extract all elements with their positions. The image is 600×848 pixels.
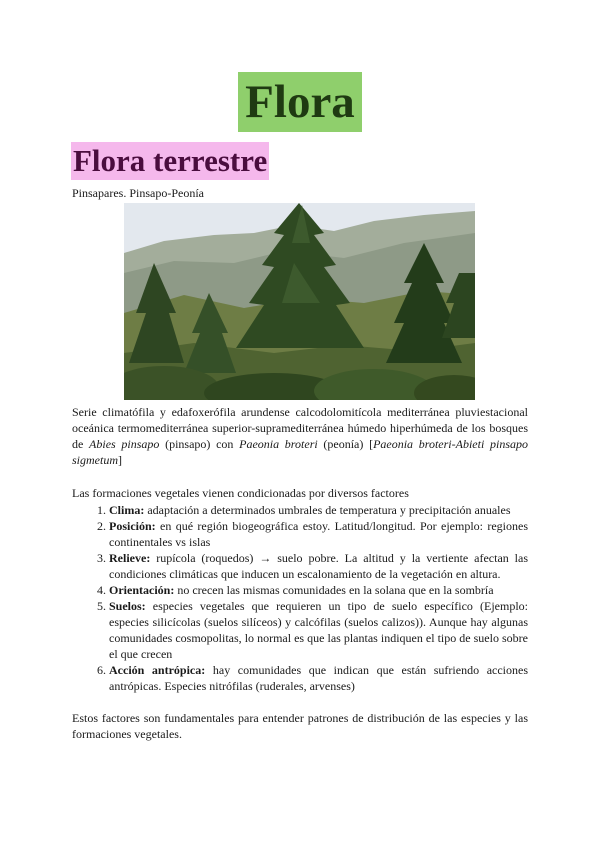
sigmetum-name: Paeonia broteri-Abieti pinsapo sigmetum [72, 437, 528, 467]
list-item [109, 550, 528, 582]
paragraph-serie-part1: Serie climatófila y edafoxerófila arundense calcodolomitícola mediterránea pluviestacional oceánica termomediterránea superior-supramediterránea húmedo hiperhúmeda de los bosques de [72, 405, 528, 451]
factor-text: especies vegetales que requieren un tipo de suelo específico (Ejemplo: especies silicícolas (suelos silíceos) y calcófilas (suelos calizos)). Aunque hay algunas comunidades cosmopolitas, lo normal es que las plantas indiquen el tipo de suelo sobre el que crecen [109, 599, 528, 661]
species-paeonia-broteri: Paeonia broteri [239, 437, 318, 451]
factor-text: no crecen las mismas comunidades en la solana que en la sombría [174, 583, 494, 597]
paragraph-serie [72, 404, 528, 468]
list-item [109, 662, 528, 694]
list-item [109, 598, 528, 662]
conclusion-paragraph: Estos factores son fundamentales para entender patrones de distribución de las especies y las formaciones vegetales. [72, 711, 528, 741]
factor-text: rupícola (roquedos) → suelo pobre. La altitud y la vertiente afectan las condiciones climáticas que inducen un escalonamiento de la vegetación en altura. [109, 551, 528, 581]
pinsapo-forest-photo [124, 203, 475, 400]
factor-label: Relieve: [109, 551, 151, 565]
factor-text: en qué región biogeográfica estoy. Latitud/longitud. Por ejemplo: regiones continentales vs islas [109, 519, 528, 549]
factor-label: Clima: [109, 503, 145, 517]
factor-text: hay comunidades que indican que están sufriendo acciones antrópicas. Especies nitrófilas (ruderales, arvenses) [109, 663, 529, 693]
photo-caption: Pinsapares. Pinsapo-Peonía [72, 186, 204, 200]
factors-list [72, 502, 528, 694]
paragraph-serie-part3: (peonía) [ [317, 437, 374, 451]
paragraph-serie-part2: (pinsapo) con [159, 437, 240, 451]
list-item [109, 582, 528, 598]
factor-text: adaptación a determinados umbrales de temperatura y precipitación anuales [144, 503, 511, 517]
list-item [109, 502, 528, 518]
factors-intro: Las formaciones vegetales vienen condicionadas por diversos factores [72, 486, 409, 500]
factor-label: Suelos: [109, 599, 146, 613]
section-title: Flora terrestre [73, 143, 268, 178]
page-title: Flora [238, 72, 362, 132]
paragraph-serie-part4: ] [118, 453, 122, 467]
factor-label: Posición: [109, 519, 156, 533]
factor-label: Orientación: [109, 583, 175, 597]
list-item [109, 518, 528, 550]
species-abies-pinsapo: Abies pinsapo [89, 437, 160, 451]
factor-label: Acción antrópica: [109, 663, 206, 677]
